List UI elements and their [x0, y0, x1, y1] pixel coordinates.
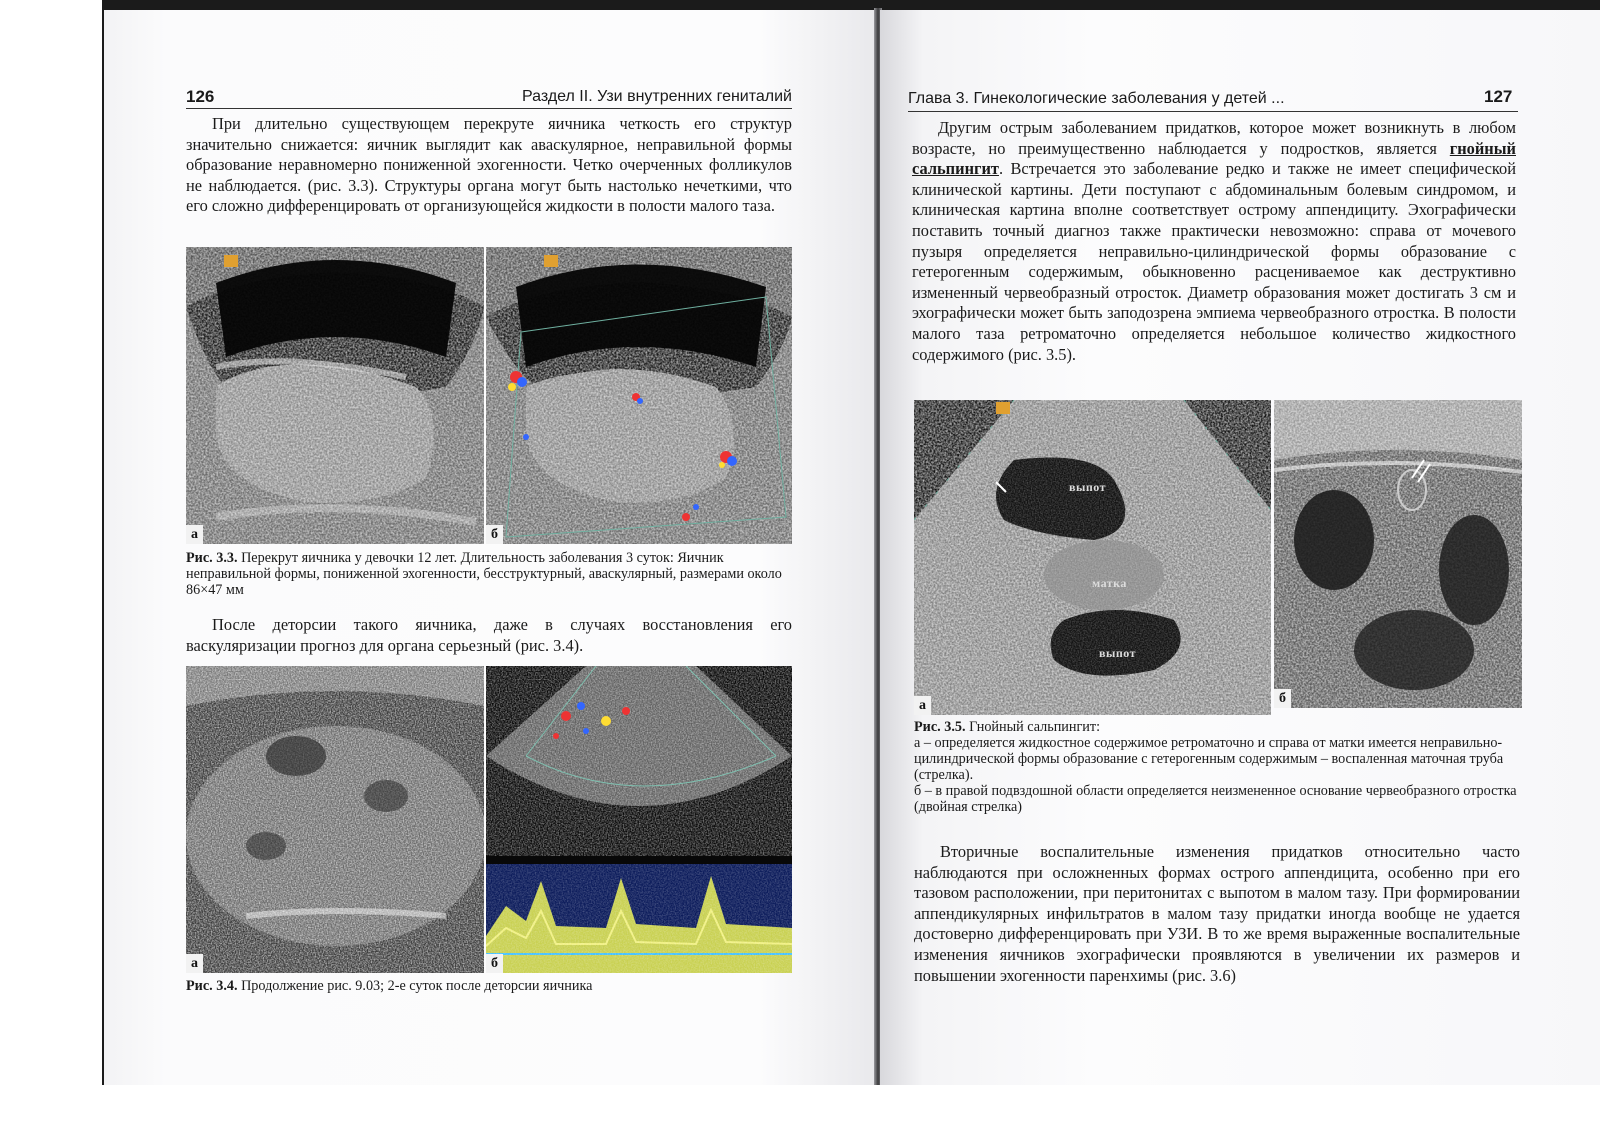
body-paragraph: Вторичные воспалительные изменения придатков относительно часто наблюдаются при осложненных формах острого аппендицита, особенно при его тазовом расположении, при перитонитах с выпотом в малом тазу. При формировании аппендикулярных инфильтратов в малом тазу придатки иногда вообще не удается достоверно дифференцировать при УЗИ. В то же время выраженные воспалительные изменения яичников эхографически проявляются в увеличении их размеров и повышении эхогенности паренхимы (рис. 3.6)	[914, 842, 1520, 985]
caption-item-b: б – в правой подвздошной области определяется неизмененное основание червеобразного отростка (двойная стрелка)	[914, 783, 1517, 815]
doppler-image-3-4b	[486, 666, 792, 973]
caption-title: Рис. 3.3.	[186, 550, 238, 566]
figure-caption-3-5	[914, 719, 1520, 815]
panel-label-b: б	[486, 525, 503, 544]
figure-caption-3-4	[186, 978, 792, 994]
panel-label-b: б	[486, 954, 503, 973]
caption-heading: Гнойный сальпингит:	[969, 719, 1101, 735]
body-paragraph	[912, 118, 1516, 365]
page-number: 126	[186, 87, 215, 106]
panel-label-a: а	[914, 696, 931, 715]
ultrasound-image-3-3a	[186, 247, 484, 544]
caption-title: Рис. 3.4.	[186, 978, 238, 994]
running-head: Глава 3. Гинекологические заболевания у детей ...	[908, 90, 1285, 107]
caption-text: Продолжение рис. 9.03; 2-е суток после деторсии яичника	[241, 978, 593, 994]
annotation-uterus: матка	[1092, 576, 1127, 590]
body-paragraph: После деторсии такого яичника, даже в случаях восстановления его васкуляризации прогноз для органа серьезный (рис. 3.4).	[186, 615, 792, 655]
caption-item-a: а – определяется жидкостное содержимое ретроматочно и справа от матки имеется неправильно-цилиндрической формы образование с гетерогенным содержимым – воспаленная маточная труба (стрелка).	[914, 735, 1504, 783]
annotation-effusion-top: выпот	[1069, 480, 1106, 494]
header-rule	[908, 111, 1518, 112]
running-head: Раздел II. Узи внутренних гениталий	[521, 88, 792, 105]
left-page	[104, 10, 874, 1085]
ultrasound-image-3-5a	[914, 400, 1271, 715]
caption-title: Рис. 3.5.	[914, 719, 966, 735]
right-page	[880, 10, 1600, 1085]
ultrasound-image-3-3b	[486, 247, 792, 544]
body-paragraph: При длительно существующем перекруте яичника четкость его структур значительно снижается: яичник выглядит как аваскулярное, неправильной формы образование неравномерно пониженной эхогенности. Четко очерченных фолликулов не наблюдается. (рис. 3.3). Структуры органа могут быть настолько нечеткими, что его сложно дифференцировать от организующейся жидкости в полости малого таза.	[186, 114, 792, 216]
caption-text: Перекрут яичника у девочки 12 лет. Длительность заболевания 3 суток: Яичник неправильной формы, пониженной эхогенности, бесструктурный, аваскулярный, размерами около 86×47 мм	[186, 550, 782, 598]
header-rule	[186, 108, 792, 109]
ultrasound-image-3-4a	[186, 666, 484, 973]
para-text: . Встречается это заболевание редко и также не имеет специфической клинической картины. Дети поступают с абдоминальным болевым синдромом, и клиническая картина вполне соответствует острому аппендициту. Эхографически поставить точный диагноз также практически невозможно: справа от мочевого пузыря определяется неправильно-цилиндрической формы образование с гетерогенным содержимым, обыкновенно расцениваемое как деструктивно измененный червеобразный отросток. Диаметр образования может достигать 3 см и эхографически может быть заподозрена эмпиема червеобразного отростка. В полости малого таза ретроматочно определяется небольшое количество жидкостного содержимого (рис. 3.5).	[912, 159, 1516, 364]
page-number: 127	[1484, 87, 1513, 106]
panel-label-a: а	[186, 525, 203, 544]
figure-caption-3-3	[186, 550, 792, 598]
annotation-effusion-bottom: выпот	[1099, 646, 1136, 660]
panel-label-a: а	[186, 954, 203, 973]
key-term: гнойный сальпингит	[912, 138, 1516, 179]
ultrasound-image-3-5b	[1274, 400, 1522, 708]
panel-label-b: б	[1274, 689, 1291, 708]
para-text: Другим острым заболеванием придатков, которое может возникнуть в любом возрасте, но преимущественно наблюдается у подростков, является	[912, 118, 1516, 158]
